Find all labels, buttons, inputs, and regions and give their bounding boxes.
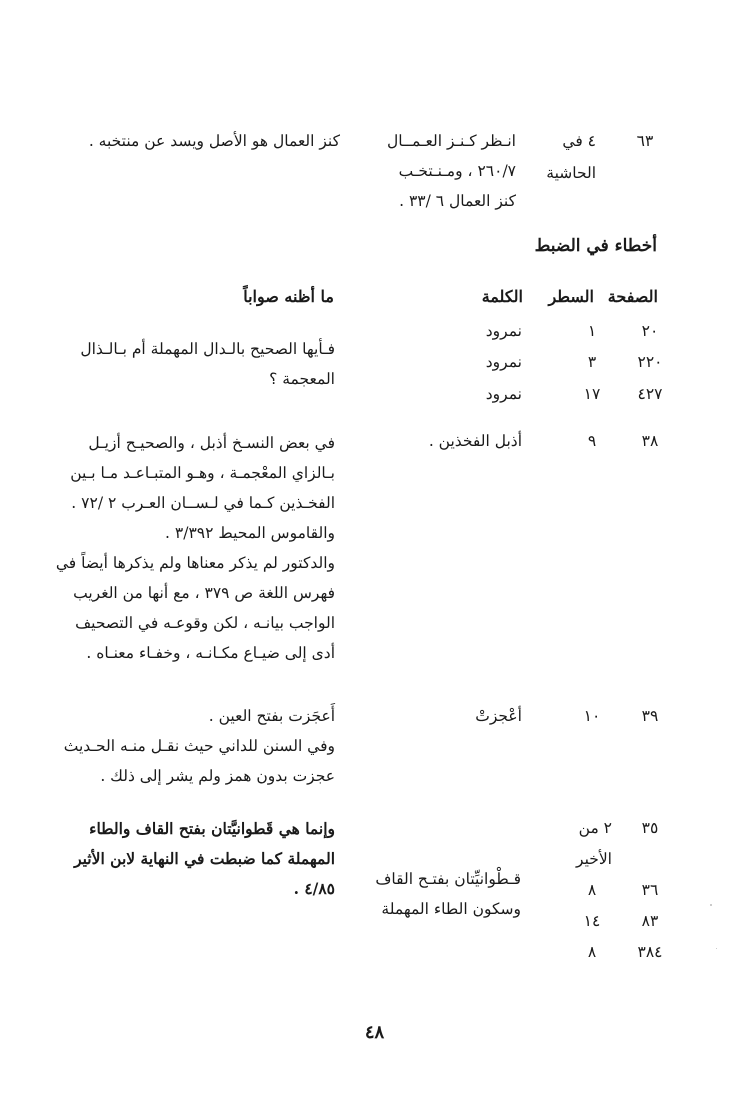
top-entry-word-line: كنز العمال ٦ /٣٣ . [399, 192, 516, 210]
row-line-cont: الأخير [576, 850, 612, 868]
top-entry-word [370, 126, 516, 216]
row-line: ٨ [587, 881, 597, 899]
group4-word [375, 864, 521, 924]
section-title: أخطاء في الضبط [534, 236, 657, 256]
correction-line: أدى إلى ضيـاع مكـانـه ، وخفـاء معنـاه . [86, 644, 335, 662]
correction-line: والدكتور لم يذكر معناها ولم يذكرها أيضاً في [55, 554, 335, 572]
row-line: ١٠ [583, 707, 601, 725]
top-entry-line-cont: الحاشية [546, 164, 596, 182]
row-page: ٣٥ [641, 819, 659, 837]
header-correct: ما أظنه صواباً [243, 287, 334, 306]
top-entry-correct: كنز العمال هو الأصل ويسد عن منتخبه . [88, 132, 340, 150]
word-line: وسكون الطاء المهملة [381, 900, 521, 918]
row-line: ٣ [587, 353, 597, 371]
row-page: ٨٣ [641, 912, 659, 930]
row-word: نمرود [485, 322, 522, 340]
header-line: السطر [548, 287, 594, 306]
row-line: ٨ [587, 943, 597, 961]
row-page: ٣٨٤ [637, 943, 663, 961]
correction-line: أَعجَزت بفتح العين . [208, 707, 335, 725]
group4-correction [60, 814, 335, 904]
row-page: ٣٨ [641, 432, 659, 450]
row-word: أعْجزتْ [475, 707, 522, 725]
row-page: ٣٦ [641, 881, 659, 899]
row-line: ٩ [587, 432, 597, 450]
correction-line: بـالزاي المعْجمـة ، وهـو المتبـاعـد مـا بـين [70, 464, 335, 482]
row-line: ١٧ [583, 385, 601, 403]
row-word: نمرود [485, 385, 522, 403]
correction-line: الواجب بيانـه ، لكن وقوعـه في التصحيف [75, 614, 335, 632]
correction-line: ٤/٨٥ . [293, 879, 335, 898]
correction-line: فـأيها الصحيح بالـدال المهملة أم بـالـذال [80, 340, 335, 358]
correction-line: وفي السنن للداني حيث نقـل منـه الحـديث [63, 737, 335, 755]
page-number: ٤٨ [364, 1022, 385, 1043]
correction-line: عجزت بدون همز ولم يشر إلى ذلك . [100, 767, 335, 785]
row-page: ٢٠ [641, 322, 659, 340]
row-line: ٢ من [578, 819, 612, 837]
correction-line: الفخـذين كـما في لـســان العـرب ٢ /٧٢ . [71, 494, 335, 512]
group1-correction [60, 334, 335, 394]
header-page: الصفحة [607, 287, 658, 306]
top-entry-line: ٤ في [562, 132, 596, 150]
top-entry-word-line: ٢٦٠/٧ ، ومـنـتخـب [398, 162, 516, 180]
group3-correction [60, 701, 335, 791]
row-page: ٢٢٠ [637, 353, 663, 371]
row-page: ٤٢٧ [637, 385, 663, 403]
top-entry-page: ٦٣ [636, 132, 654, 150]
row-word: أذبل الفخذين . [428, 432, 522, 450]
word-line: قـطْوانيِّتان بفتـح القاف [375, 870, 521, 888]
scan-speck [710, 904, 712, 906]
scan-speck [716, 948, 717, 949]
correction-line: والقاموس المحيط ٣/٣٩٢ . [165, 524, 335, 542]
row-word: نمرود [485, 353, 522, 371]
top-entry-word-line: انـظر كـنـز العـمــال [386, 132, 516, 150]
row-line: ١٤ [583, 912, 601, 930]
row-page: ٣٩ [641, 707, 659, 725]
correction-line: وإنما هي قَطوانيَّتان بفتح القاف والطاء [89, 819, 335, 838]
correction-line: المهملة كما ضبطت في النهاية لابن الأثير [74, 849, 335, 868]
group2-correction [55, 428, 335, 668]
row-line: ١ [587, 322, 597, 340]
correction-line: المعجمة ؟ [269, 370, 335, 388]
header-word: الكلمة [481, 287, 523, 306]
correction-line: فهرس اللغة ص ٣٧٩ ، مع أنها من الغريب [73, 584, 335, 602]
correction-line: في بعض النسـخ أذبل ، والصحيـح أزيـل [88, 434, 335, 452]
